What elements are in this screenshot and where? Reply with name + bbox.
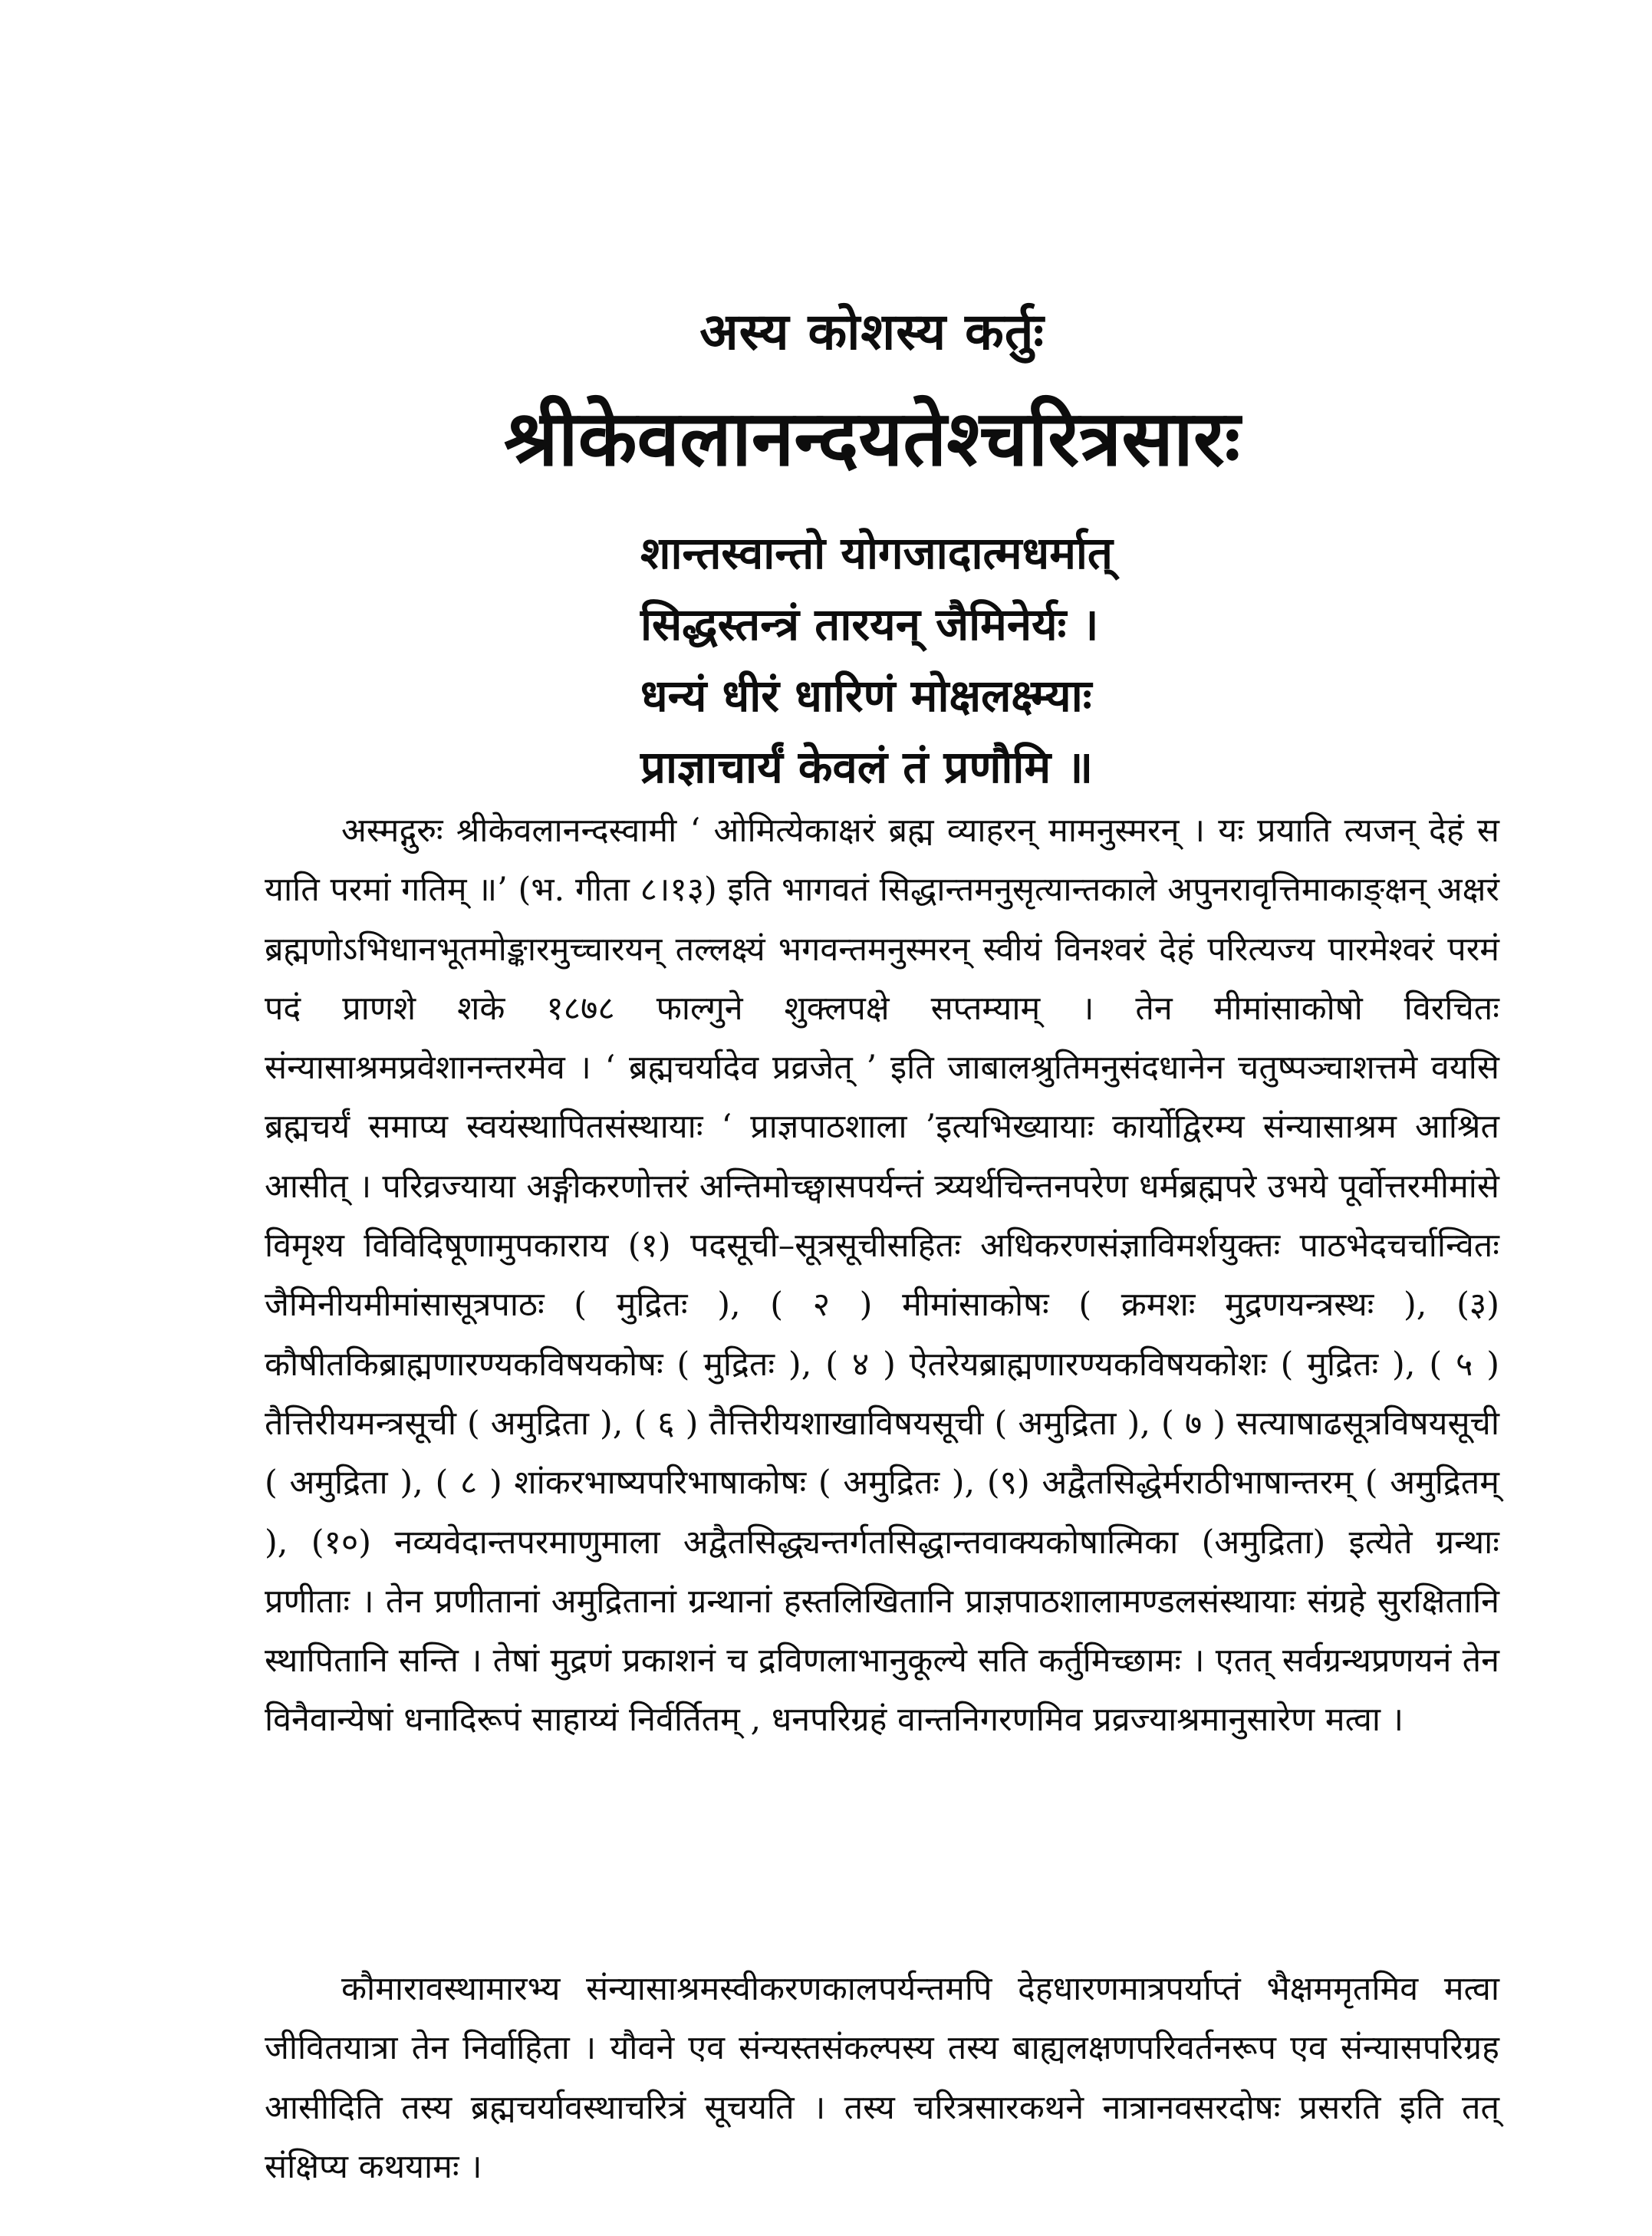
verse-line: धन्यं धीरं धारिणं मोक्षलक्ष्म्याः <box>640 670 1092 722</box>
verse-line: प्राज्ञाचार्यं केवलं तं प्रणौमि ॥ <box>640 741 1094 793</box>
verse-block <box>640 518 1113 803</box>
body-paragraph: अस्मद्गुरुः श्रीकेवलानन्दस्वामी ‘ ओमित्येकाक्षरं ब्रह्म व्याहरन् मामनुस्मरन् । यः प्रयाति त्यजन् देहं स याति परमां गतिम् ॥’ (भ. गीता ८।१३) इति भागवतं सिद्धान्तमनुसृत्यान्तकाले अपुनरावृत्तिमाकाङ्क्षन् अक्षरं ब्रह्मणोऽभिधानभूतमोङ्कारमुच्चारयन् तल्लक्ष्यं भगवन्तमनुस्मरन् स्वीयं विनश्वरं देहं परित्यज्य पारमेश्वरं परमं पदं प्राणशे शके १८७८ फाल्गुने शुक्लपक्षे सप्तम्याम् । तेन मीमांसाकोषो विरचितः संन्यासाश्रमप्रवेशानन्तरमेव । ‘ ब्रह्मचर्यादेव प्रव्रजेत् ’ इति जाबालश्रुतिमनुसंदधानेन चतुष्पञ्चाशत्तमे वयसि ब्रह्मचर्यं समाप्य स्वयंस्थापितसंस्थायाः ‘ प्राज्ञपाठशाला ’इत्यभिख्यायाः कार्योद्विरम्य संन्यासाश्रम आश्रित आसीत् । परिव्रज्याया अङ्गीकरणोत्तरं अन्तिमोच्छ्वासपर्यन्तं त्र्य्यर्थचिन्तनपरेण धर्मब्रह्मपरे उभये पूर्वोत्तरमीमांसे विमृश्य विविदिषूणामुपकाराय (१) पदसूची–सूत्रसूचीसहितः अधिकरणसंज्ञाविमर्शयुक्तः पाठभेदचर्चान्वितः जैमिनीयमीमांसासूत्रपाठः ( मुद्रितः ), ( २ ) मीमांसाकोषः ( क्रमशः मुद्रणयन्त्रस्थः ), (३) कौषीतकिब्राह्मणारण्यकविषयकोषः ( मुद्रितः ), ( ४ ) ऐतरेयब्राह्मणारण्यकविषयकोशः ( मुद्रितः ), ( ५ ) तैत्तिरीयमन्त्रसूची ( अमुद्रिता ), ( ६ ) तैत्तिरीयशाखाविषयसूची ( अमुद्रिता ), ( ७ ) सत्याषाढसूत्रविषयसूची ( अमुद्रिता ), ( ८ ) शांकरभाष्यपरिभाषाकोषः ( अमुद्रितः ), (९) अद्वैतसिद्धेर्मराठीभाषान्तरम् ( अमुद्रितम् ), (१०) नव्यवेदान्तपरमाणुमाला अद्वैतसिद्ध्यन्तर्गतसिद्धान्तवाक्यकोषात्मिका (अमुद्रिता) इत्येते ग्रन्थाः प्रणीताः । तेन प्रणीतानां अमुद्रितानां ग्रन्थानां हस्तलिखितानि प्राज्ञपाठशालामण्डलसंस्थायाः संग्रहे सुरक्षितानि स्थापितानि सन्ति । तेषां मुद्रणं प्रकाशनं च द्रविणलाभानुकूल्ये सति कर्तुमिच्छामः । एतत् सर्वग्रन्थप्रणयनं तेन विनैवान्येषां धनादिरूपं साहाय्यं निर्वर्तितम् , धनपरिग्रहं वान्तनिगरणमिव प्रव्रज्याश्रमानुसारेण मत्वा । <box>265 812 1499 1740</box>
page-subtitle: अस्य कोशस्य कर्तुः <box>699 301 1045 361</box>
verse-line: सिद्धस्तन्त्रं तारयन् जैमिनेर्यः । <box>640 598 1099 650</box>
verse-line: शान्तस्वान्तो योगजादात्मधर्मात् <box>640 527 1113 579</box>
body-paragraph: कौमारावस्थामारभ्य संन्यासाश्रमस्वीकरणकालपर्यन्तमपि देहधारणमात्रपर्याप्तं भैक्षममृतमिव मत्वा जीवितयात्रा तेन निर्वाहिता । यौवने एव संन्यस्तसंकल्पस्य तस्य बाह्यलक्षणपरिवर्तनरूप एव संन्यासपरिग्रह आसीदिति तस्य ब्रह्मचर्यावस्थाचरित्रं सूचयति । तस्य चरित्रसारकथने नात्रानवसरदोषः प्रसरति इति तत् संक्षिप्य कथयामः । <box>265 1970 1499 2186</box>
page-title: श्रीकेवलानन्दयतेश्चरित्रसारः <box>504 393 1240 483</box>
